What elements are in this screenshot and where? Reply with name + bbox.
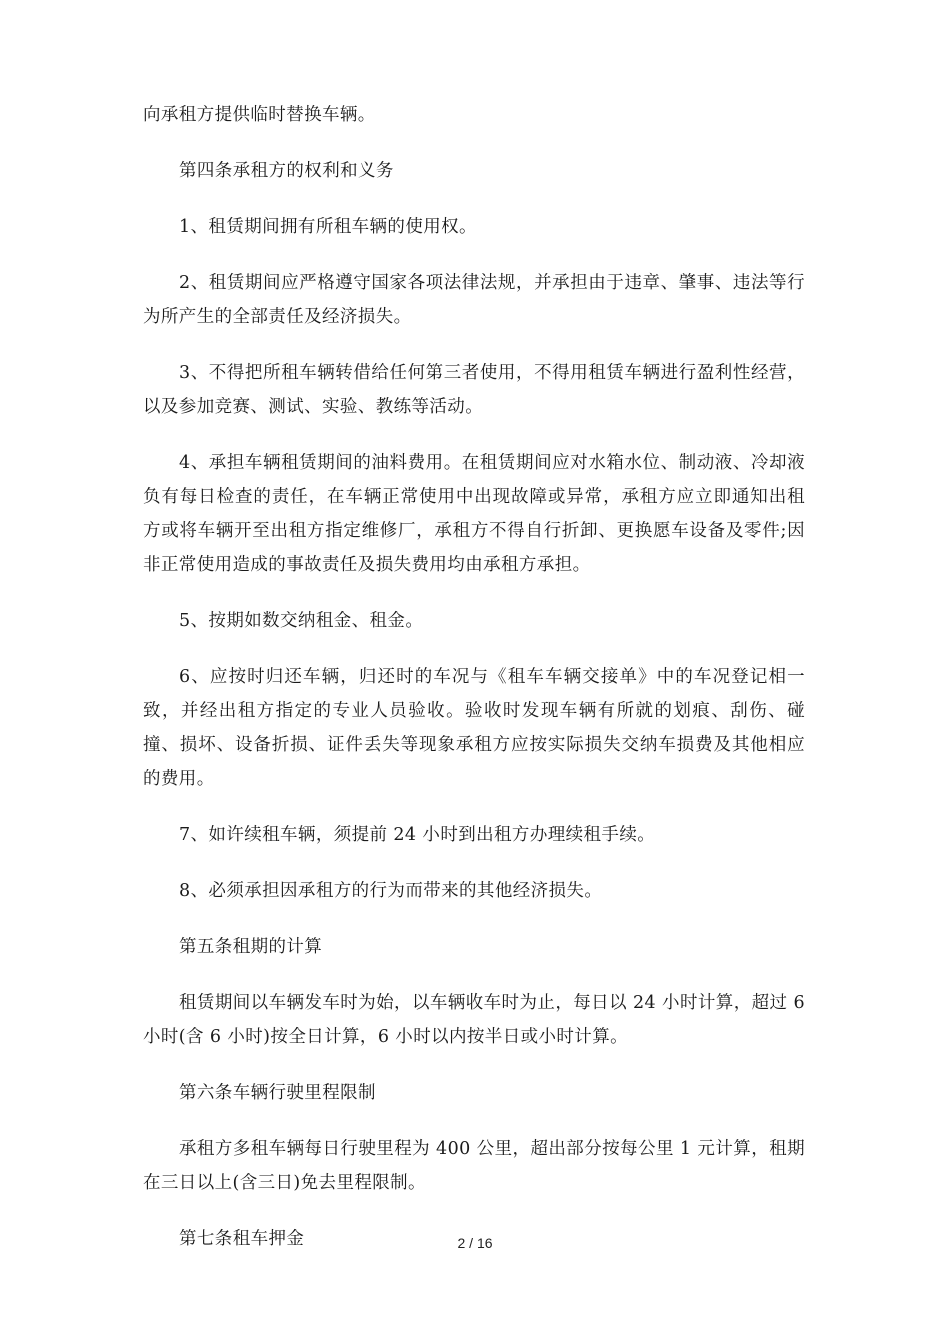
clause-4-2: 2、租赁期间应严格遵守国家各项法律法规，并承担由于违章、肇事、违法等行为所产生的全部责任及经济损失。 [143, 273, 805, 327]
clause-4-4: 4、承担车辆租赁期间的油料费用。在租赁期间应对水箱水位、制动液、冷却液负有每日检查的责任，在车辆正常使用中出现故障或异常，承租方应立即通知出租方或将车辆开至出租方指定维修厂，承租方不得自行折卸、更换愿车设备及零件;因非正常使用造成的事故责任及损失费用均由承租方承担。 [143, 453, 805, 575]
heading-article-4: 第四条承租方的权利和义务 [179, 161, 394, 181]
clause-4-3: 3、不得把所租车辆转借给任何第三者使用，不得用租赁车辆进行盈利性经营，以及参加竞赛、测试、实验、教练等活动。 [143, 363, 805, 417]
clause-4-5: 5、按期如数交纳租金、租金。 [179, 611, 424, 631]
heading-article-6: 第六条车辆行驶里程限制 [179, 1083, 376, 1103]
clause-4-1: 1、租赁期间拥有所租车辆的使用权。 [179, 217, 477, 237]
article-5-body: 租赁期间以车辆发车时为始，以车辆收车时为止，每日以 24 小时计算，超过 6 小时(含 6 小时)按全日计算，6 小时以内按半日或小时计算。 [143, 993, 805, 1047]
clause-4-6: 6、应按时归还车辆，归还时的车况与《租车车辆交接单》中的车况登记相一致，并经出租方指定的专业人员验收。验收时发现车辆有所就的划痕、刮伤、碰撞、损坏、设备折损、证件丢失等现象承租方应按实际损失交纳车损费及其他相应的费用。 [143, 667, 805, 789]
heading-article-7: 第七条租车押金 [179, 1229, 305, 1249]
heading-article-5: 第五条租期的计算 [179, 937, 323, 957]
article-6-body: 承租方多租车辆每日行驶里程为 400 公里，超出部分按每公里 1 元计算，租期在三日以上(含三日)免去里程限制。 [143, 1139, 805, 1193]
document-body [143, 98, 805, 1278]
page-number: 2 / 16 [457, 1235, 493, 1251]
clause-4-7: 7、如许续租车辆，须提前 24 小时到出租方办理续租手续。 [179, 825, 656, 845]
paragraph-continuation: 向承租方提供临时替换车辆。 [143, 105, 376, 125]
clause-4-8: 8、必须承担因承租方的行为而带来的其他经济损失。 [179, 881, 603, 901]
